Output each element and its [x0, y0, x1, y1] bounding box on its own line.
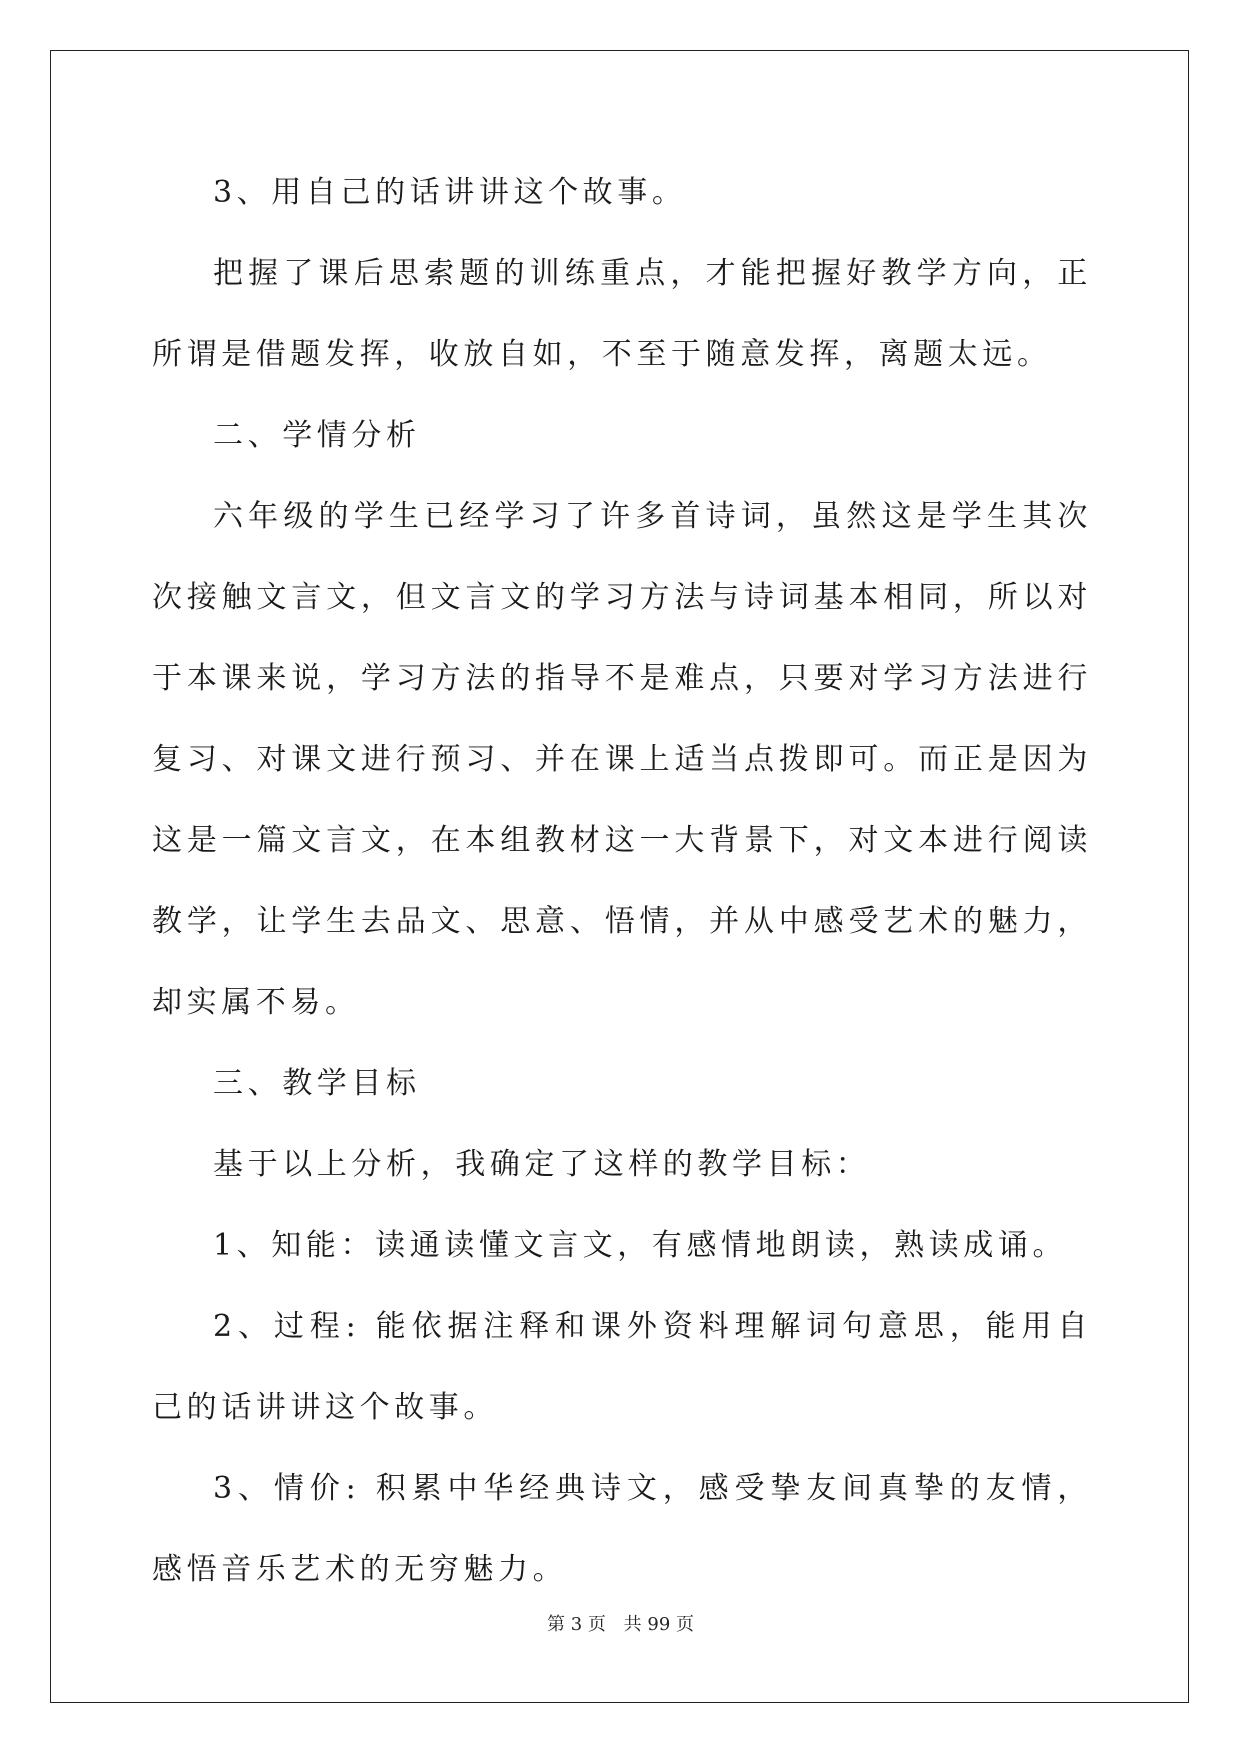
- paragraph-student-analysis: 六年级的学生已经学习了许多首诗词，虽然这是学生其次次接触文言文，但文言文的学习方法与诗词基本相同，所以对于本课来说，学习方法的指导不是难点，只要对学习方法进行复习、对课文进行预习、并在课上适当点拨即可。而正是因为这是一篇文言文，在本组教材这一大背景下，对文本进行阅读教学，让学生去品文、思意、悟情，并从中感受艺术的魅力，却实属不易。: [152, 499, 1092, 1020]
- paragraph-exercise-focus: 把握了课后思索题的训练重点，才能把握好教学方向，正所谓是借题发挥，收放自如，不至于随意发挥，离题太远。: [152, 256, 1092, 372]
- page-footer: [0, 1610, 1241, 1636]
- goal-process: 2、过程: 能依据注释和课外资料理解词句意思，能用自己的话讲讲这个故事。: [152, 1309, 1092, 1425]
- section-heading-teaching-goals: 三、教学目标: [213, 1066, 421, 1101]
- paragraph-goals-intro: 基于以上分析，我确定了这样的教学目标：: [213, 1147, 871, 1182]
- goal-knowledge: 1、知能：读通读懂文言文，有感情地朗读，熟读成诵。: [213, 1228, 1068, 1263]
- page-number: 第 3 页: [547, 1614, 606, 1635]
- page-total: 共 99 页: [623, 1614, 694, 1635]
- goal-emotion: 3、情价: 积累中华经典诗文，感受挚友间真挚的友情，感悟音乐艺术的无穷魅力。: [152, 1471, 1092, 1587]
- paragraph-story-retell: 3、用自己的话讲讲这个故事。: [213, 175, 687, 210]
- section-heading-student-analysis: 二、学情分析: [213, 418, 421, 453]
- document-body: [152, 152, 1092, 1610]
